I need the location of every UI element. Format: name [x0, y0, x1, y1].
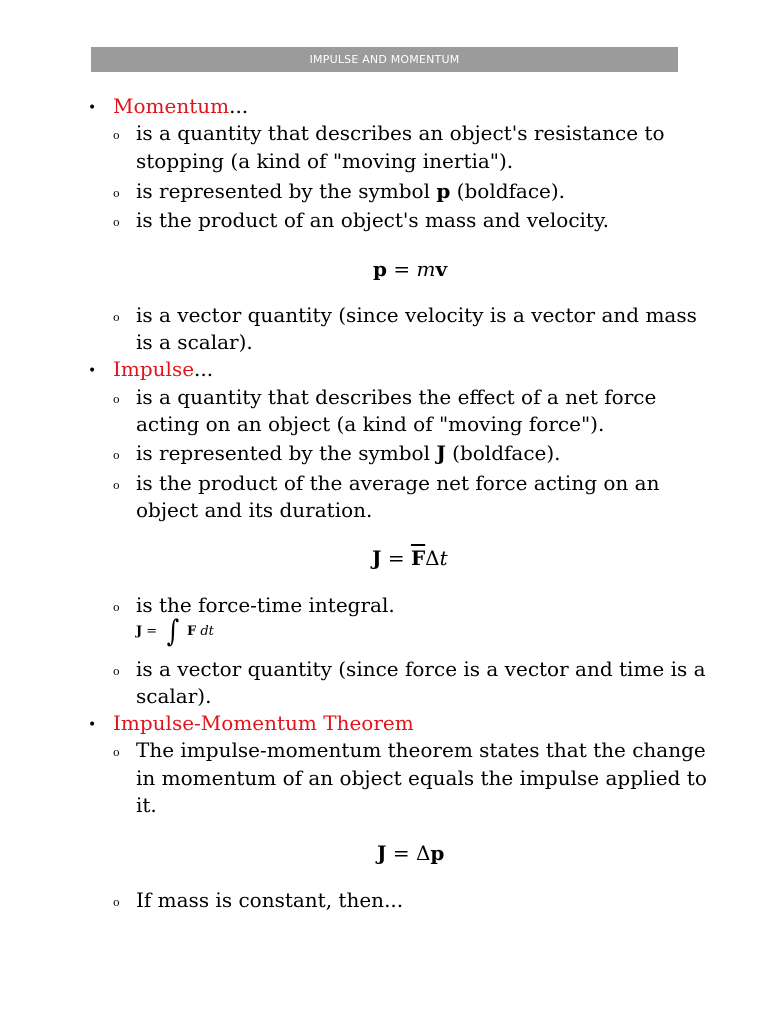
momentum-title: Momentum: [113, 94, 230, 118]
eq-p: p: [373, 257, 387, 281]
circle-bullet-icon: o: [113, 896, 120, 909]
impulse-item-3: is the product of the average net force acting on an: [136, 471, 660, 495]
theorem-item-1: The impulse-momentum theorem states that the change: [136, 738, 706, 762]
theorem-item-1-cont2: it.: [136, 793, 157, 817]
circle-bullet-icon: o: [113, 129, 120, 142]
momentum-item-1-cont: stopping (a kind of "moving inertia").: [136, 149, 514, 173]
eq-equals: =: [386, 841, 416, 865]
circle-bullet-icon: o: [113, 216, 120, 229]
integral-sign-icon: ∫: [166, 614, 180, 649]
integral-equals: =: [142, 624, 162, 639]
impulse-item-2-suffix: (boldface).: [445, 441, 561, 465]
momentum-item-2-text: is represented by the symbol: [136, 179, 437, 203]
eq-equals: =: [381, 546, 411, 570]
impulse-heading: [113, 356, 213, 383]
impulse-item-4: is the force-time integral.: [136, 593, 395, 617]
circle-bullet-icon: o: [113, 479, 120, 492]
bullet-icon: •: [88, 717, 97, 733]
eq-equals: =: [386, 257, 417, 281]
impulse-item-2: [136, 440, 561, 467]
impulse-item-2-text: is represented by the symbol: [136, 441, 437, 465]
eq-p: p: [430, 841, 445, 865]
circle-bullet-icon: o: [113, 665, 120, 678]
integral-f: F: [186, 624, 197, 639]
momentum-equation: [373, 256, 447, 283]
circle-bullet-icon: o: [113, 187, 120, 200]
bullet-icon: •: [88, 100, 97, 116]
integral-equation: [136, 614, 214, 649]
eq-j: J: [372, 546, 382, 570]
momentum-item-2: [136, 178, 565, 205]
momentum-item-4: is a vector quantity (since velocity is a vector and mass: [136, 303, 697, 327]
impulse-title: Impulse: [113, 357, 195, 381]
eq-m: m: [416, 257, 436, 281]
momentum-item-2-suffix: (boldface).: [450, 179, 566, 203]
impulse-item-1-cont: acting on an object (a kind of "moving force").: [136, 412, 605, 436]
impulse-equation: [372, 545, 448, 572]
theorem-title: Impulse-Momentum Theorem: [113, 711, 414, 735]
eq-delta: Δ: [415, 841, 431, 865]
impulse-item-5: is a vector quantity (since force is a vector and time is a: [136, 657, 706, 681]
page-title: IMPULSE AND MOMENTUM: [309, 53, 460, 66]
circle-bullet-icon: o: [113, 449, 120, 462]
page-banner: [91, 47, 678, 72]
momentum-symbol: p: [436, 179, 451, 203]
eq-j: J: [377, 841, 387, 865]
eq-v: v: [435, 257, 448, 281]
impulse-ellipsis: ...: [194, 357, 214, 381]
theorem-heading: [113, 710, 414, 737]
bullet-icon: •: [88, 363, 97, 379]
integral-j: J: [136, 624, 143, 639]
momentum-heading: [113, 93, 248, 120]
circle-bullet-icon: o: [113, 393, 120, 406]
momentum-ellipsis: ...: [229, 94, 249, 118]
impulse-item-1: is a quantity that describes the effect of a net force: [136, 385, 657, 409]
theorem-item-2: If mass is constant, then...: [136, 888, 404, 912]
circle-bullet-icon: o: [113, 601, 120, 614]
eq-delta: Δ: [425, 546, 440, 570]
theorem-equation: [377, 840, 444, 867]
eq-f-bar: $\overline{F}$: [410, 546, 426, 570]
impulse-item-5-cont: scalar).: [136, 684, 212, 708]
momentum-item-3: is the product of an object's mass and velocity.: [136, 208, 609, 232]
circle-bullet-icon: o: [113, 311, 120, 324]
eq-t: t: [439, 546, 448, 570]
integral-dt: dt: [200, 624, 214, 639]
momentum-item-1: is a quantity that describes an object's resistance to: [136, 121, 665, 145]
circle-bullet-icon: o: [113, 746, 120, 759]
theorem-item-1-cont: in momentum of an object equals the impulse applied to: [136, 766, 707, 790]
momentum-item-4-cont: is a scalar).: [136, 330, 253, 354]
impulse-symbol: J: [436, 441, 446, 465]
impulse-item-3-cont: object and its duration.: [136, 498, 373, 522]
